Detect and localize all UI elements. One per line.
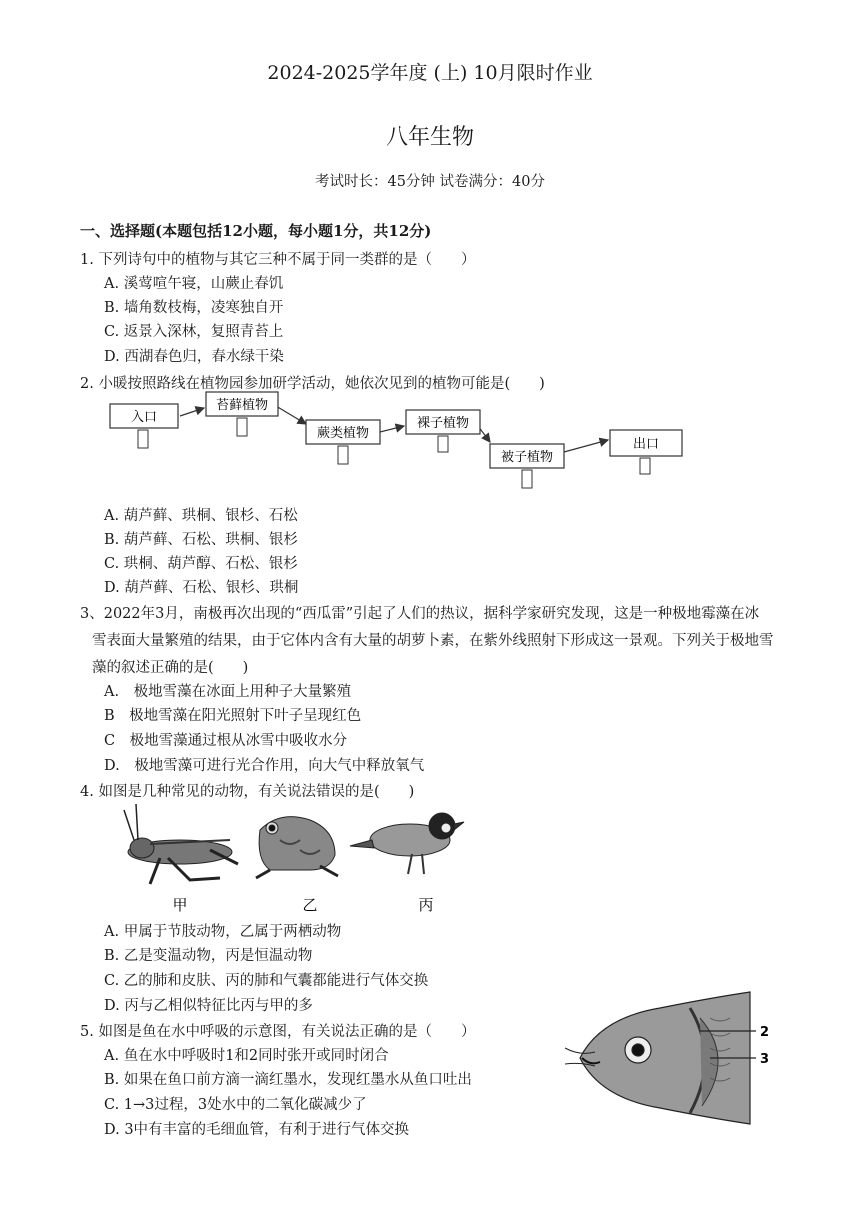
fish-respiration-figure (560, 988, 790, 1128)
question-5-option-b: B. 如果在鱼口前方滴一滴红墨水，发现红墨水从鱼口吐出 (104, 1072, 472, 1088)
animals-figure (120, 800, 470, 918)
subject-title: 八年生物 (385, 125, 474, 150)
exam-title: 2024-2025学年度 (上) 10月限时作业 (267, 62, 593, 84)
frog-image (256, 817, 338, 878)
question-4-stem: 4. 如图是几种常见的动物，有关说法错误的是( ) (80, 784, 415, 800)
flow-node-fern (306, 420, 380, 464)
question-3-option-d: D. 极地雪藻可进行光合作用，向大气中释放氧气 (104, 758, 425, 774)
question-2-option-d: D. 葫芦藓、石松、银杉、珙桐 (104, 580, 299, 596)
question-1-option-c: C. 返景入深林，复照青苔上 (104, 324, 284, 340)
flow-label-moss: 苔藓植物 (215, 398, 269, 413)
animal-label-jia: 甲 (172, 896, 188, 914)
question-5-option-a: A. 鱼在水中呼吸时1和2同时张开或同时闭合 (104, 1048, 389, 1064)
grasshopper-image (124, 804, 238, 884)
question-3-option-c: C 极地雪藻通过根从冰雪中吸收水分 (104, 733, 348, 749)
flow-label-fern: 蕨类植物 (316, 426, 370, 441)
flow-label-gymnosperm: 裸子植物 (416, 416, 470, 431)
question-2-option-a: A. 葫芦藓、珙桐、银杉、石松 (104, 508, 298, 524)
question-3-stem-line3: 藻的叙述正确的是( ) (92, 660, 249, 676)
exam-info: 考试时长：45分钟 试卷满分：40分 (314, 174, 545, 190)
question-3-stem-line2: 雪表面大量繁殖的结果，由于它体内含有大量的胡萝卜素，在紫外线照射下形成这一景观。下列关于极地雪 (92, 633, 774, 649)
flow-node-gymnosperm (406, 410, 480, 452)
question-5-option-c: C. 1→3过程，3处水中的二氧化碳减少了 (104, 1097, 367, 1113)
question-1-option-b: B. 墙角数枝梅，凌寒独自开 (104, 300, 284, 316)
route-flow-diagram (100, 388, 700, 492)
fish-label-3: 3 (760, 1052, 770, 1067)
question-1-option-a: A. 溪莺喧午寝，山蕨止春饥 (104, 276, 284, 292)
flow-node-exit (610, 430, 682, 474)
question-5-stem: 5. 如图是鱼在水中呼吸的示意图，有关说法正确的是（ ） (80, 1024, 476, 1040)
question-2-option-b: B. 葫芦藓、石松、珙桐、银杉 (104, 532, 298, 548)
bird-image (350, 813, 464, 874)
question-2-option-c: C. 珙桐、葫芦醇、石松、银杉 (104, 556, 298, 572)
question-4-option-d: D. 丙与乙相似特征比丙与甲的多 (104, 998, 313, 1014)
flow-node-entrance (110, 404, 178, 448)
section-heading: 一、选择题(本题包括12小题，每小题1分，共12分) (80, 222, 432, 240)
flow-label-angiosperm: 被子植物 (500, 450, 554, 465)
question-3-option-b: B 极地雪藻在阳光照射下叶子呈现红色 (104, 708, 362, 724)
question-4-option-a: A. 甲属于节肢动物，乙属于两栖动物 (104, 924, 342, 940)
question-1-option-d: D. 西湖春色归，春水绿干染 (104, 349, 284, 365)
question-4-option-c: C. 乙的肺和皮肤、丙的肺和气囊都能进行气体交换 (104, 973, 429, 989)
fish-label-2: 2 (760, 1025, 770, 1040)
question-3-stem-line1: 3、2022年3月，南极再次出现的“西瓜雷”引起了人们的热议，据科学家研究发现，这是一种极地霉藻在冰 (80, 606, 760, 622)
flow-node-angiosperm (490, 444, 564, 488)
question-4-option-b: B. 乙是变温动物，丙是恒温动物 (104, 948, 313, 964)
question-1-stem: 1. 下列诗句中的植物与其它三种不属于同一类群的是（ ） (80, 252, 476, 268)
animal-label-yi: 乙 (302, 896, 318, 914)
question-5-option-d: D. 3中有丰富的毛细血管，有利于进行气体交换 (104, 1122, 410, 1138)
animal-label-bing: 丙 (418, 896, 434, 914)
flow-node-moss (206, 392, 278, 436)
question-3-option-a: A. 极地雪藻在冰面上用种子大量繁殖 (104, 684, 352, 700)
flow-label-entrance: 入口 (130, 410, 158, 425)
question-2-stem: 2. 小暖按照路线在植物园参加研学活动，她依次见到的植物可能是( ) (80, 376, 545, 392)
flow-label-exit: 出口 (632, 437, 660, 452)
